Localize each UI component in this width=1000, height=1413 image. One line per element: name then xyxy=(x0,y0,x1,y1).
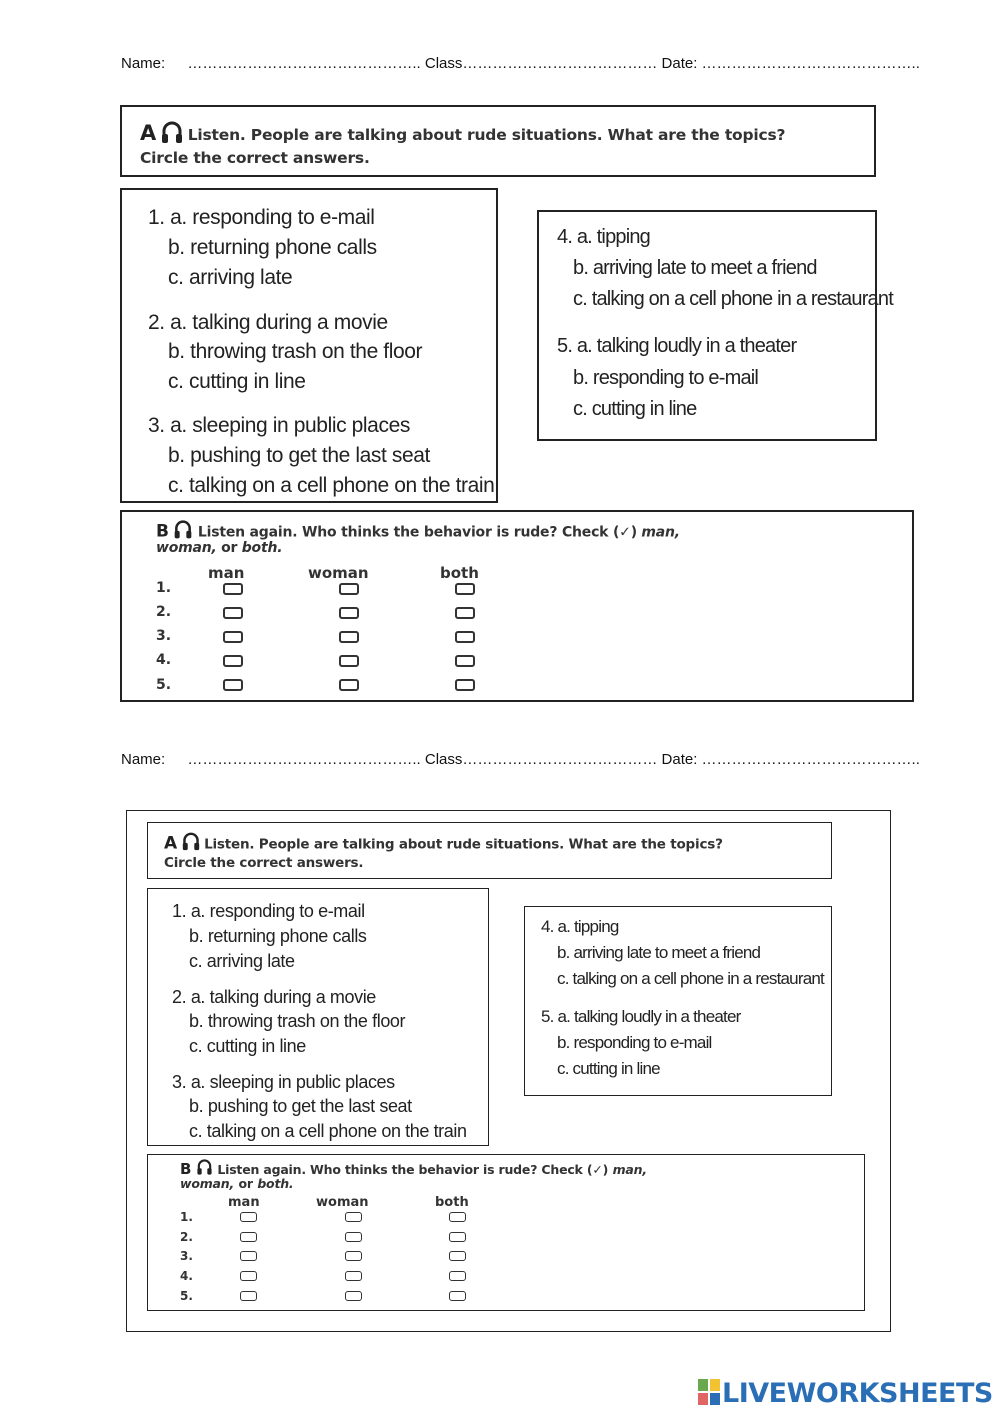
q5-option-b[interactable]: b. responding to e-mail xyxy=(573,367,759,389)
q1-option-a[interactable]: 1. a. responding to e-mail xyxy=(172,901,365,921)
questions-1-3-box xyxy=(120,188,498,503)
section-b-both: both. xyxy=(241,540,283,556)
checkbox-3-both[interactable] xyxy=(449,1251,466,1261)
q2-option-b[interactable]: b. throwing trash on the floor xyxy=(168,340,423,363)
section-b-or: or xyxy=(238,1176,253,1191)
q5-option-a[interactable]: 5. a. talking loudly in a theater xyxy=(541,1007,741,1026)
row-4: 4. xyxy=(180,1269,193,1283)
q3-option-b[interactable]: b. pushing to get the last seat xyxy=(189,1096,412,1116)
checkbox-2-both[interactable] xyxy=(449,1232,466,1242)
checkbox-2-man[interactable] xyxy=(223,607,243,619)
section-b-letter: B xyxy=(180,1160,192,1179)
column-man: man xyxy=(228,1195,260,1210)
column-both: both xyxy=(435,1195,469,1210)
checkbox-4-both[interactable] xyxy=(449,1271,466,1281)
checkbox-5-man[interactable] xyxy=(240,1291,257,1301)
q5-option-b[interactable]: b. responding to e-mail xyxy=(557,1033,712,1052)
section-b-man: man, xyxy=(641,524,680,541)
q3-option-c[interactable]: c. talking on a cell phone on the train xyxy=(168,474,495,497)
row-1: 1. xyxy=(156,580,172,596)
checkbox-4-woman[interactable] xyxy=(345,1271,362,1281)
checkbox-3-woman[interactable] xyxy=(345,1251,362,1261)
row-2: 2. xyxy=(156,604,172,620)
section-b-instruction: Listen again. Who thinks the behavior is rude? Check (✓) xyxy=(217,1162,609,1178)
section-a-instruction: Listen. People are talking about rude situations. What are the topics? xyxy=(187,126,786,144)
section-a-instruction-2: Circle the correct answers. xyxy=(164,855,364,871)
questions-1-3-box-2 xyxy=(147,888,489,1146)
row-5: 5. xyxy=(180,1289,193,1303)
section-b-box-2 xyxy=(147,1154,865,1311)
checkbox-4-man[interactable] xyxy=(223,655,243,667)
checkbox-1-both[interactable] xyxy=(449,1212,466,1222)
section-b-man: man, xyxy=(612,1162,647,1178)
q1-option-a[interactable]: 1. a. responding to e-mail xyxy=(148,206,375,229)
checkbox-2-man[interactable] xyxy=(240,1232,257,1242)
q1-option-c[interactable]: c. arriving late xyxy=(168,266,293,289)
column-woman: woman xyxy=(316,1195,369,1210)
row-3: 3. xyxy=(156,628,172,644)
checkbox-5-both[interactable] xyxy=(449,1291,466,1301)
name-label: Name: xyxy=(121,55,166,72)
q1-option-b[interactable]: b. returning phone calls xyxy=(168,236,377,259)
section-b-letter: B xyxy=(156,521,169,542)
liveworksheets-logo-icon xyxy=(698,1379,720,1407)
q3-option-b[interactable]: b. pushing to get the last seat xyxy=(168,444,430,467)
row-3: 3. xyxy=(180,1249,193,1263)
column-woman: woman xyxy=(308,564,369,582)
section-b-both: both. xyxy=(257,1176,294,1191)
name-class-date-line xyxy=(121,55,924,72)
checkbox-4-man[interactable] xyxy=(240,1271,257,1281)
q2-option-b[interactable]: b. throwing trash on the floor xyxy=(189,1011,406,1031)
checkbox-3-man[interactable] xyxy=(240,1251,257,1261)
checkbox-2-woman[interactable] xyxy=(339,607,359,619)
checkbox-2-woman[interactable] xyxy=(345,1232,362,1242)
checkbox-3-both[interactable] xyxy=(455,631,475,643)
q4-option-c[interactable]: c. talking on a cell phone in a restaurant xyxy=(557,969,824,988)
q2-option-a[interactable]: 2. a. talking during a movie xyxy=(148,311,388,334)
checkbox-4-woman[interactable] xyxy=(339,655,359,667)
q4-option-b[interactable]: b. arriving late to meet a friend xyxy=(557,943,761,962)
checkbox-4-both[interactable] xyxy=(455,655,475,667)
q2-option-c[interactable]: c. cutting in line xyxy=(168,370,306,393)
q4-option-a[interactable]: 4. a. tipping xyxy=(541,917,619,936)
q5-option-c[interactable]: c. cutting in line xyxy=(573,398,697,420)
checkbox-1-woman[interactable] xyxy=(339,583,359,595)
q4-option-b[interactable]: b. arriving late to meet a friend xyxy=(573,257,817,279)
name-label: Name: xyxy=(121,751,166,768)
checkbox-5-woman[interactable] xyxy=(339,679,359,691)
q5-option-c[interactable]: c. cutting in line xyxy=(557,1059,660,1078)
section-a-header xyxy=(120,105,876,177)
checkbox-5-man[interactable] xyxy=(223,679,243,691)
checkbox-5-both[interactable] xyxy=(455,679,475,691)
section-b-instruction: Listen again. Who thinks the behavior is rude? Check (✓) xyxy=(197,524,637,541)
q3-option-a[interactable]: 3. a. sleeping in public places xyxy=(172,1072,395,1092)
questions-4-5-box xyxy=(537,210,893,441)
section-a-header-2 xyxy=(147,822,832,879)
q2-option-c[interactable]: c. cutting in line xyxy=(189,1036,306,1056)
section-a-instruction: Listen. People are talking about rude situations. What are the topics? xyxy=(204,836,723,853)
q1-option-b[interactable]: b. returning phone calls xyxy=(189,926,367,946)
checkbox-1-man[interactable] xyxy=(240,1212,257,1222)
checkbox-3-woman[interactable] xyxy=(339,631,359,643)
q3-option-a[interactable]: 3. a. sleeping in public places xyxy=(148,414,410,437)
q5-option-a[interactable]: 5. a. talking loudly in a theater xyxy=(557,335,797,357)
name-class-date-dots: ……………………………………….. Class………………………………… Date: …………………………………….. xyxy=(187,751,920,768)
checkbox-1-man[interactable] xyxy=(223,583,243,595)
q2-option-a[interactable]: 2. a. talking during a movie xyxy=(172,987,376,1007)
section-a-letter: A xyxy=(140,121,157,145)
checkbox-1-woman[interactable] xyxy=(345,1212,362,1222)
checkbox-1-both[interactable] xyxy=(455,583,475,595)
column-both: both xyxy=(440,564,479,582)
checkbox-3-man[interactable] xyxy=(223,631,243,643)
checkbox-5-woman[interactable] xyxy=(345,1291,362,1301)
row-5: 5. xyxy=(156,677,172,693)
name-class-date-dots: ……………………………………….. Class………………………………… Date: …………………………………….. xyxy=(187,55,920,72)
q4-option-a[interactable]: 4. a. tipping xyxy=(557,226,651,248)
section-b-or: or xyxy=(221,540,238,556)
liveworksheets-logo-text: LIVEWORKSHEETS xyxy=(722,1377,993,1409)
liveworksheets-logo xyxy=(698,1376,993,1410)
name-class-date-line-2 xyxy=(121,751,924,768)
row-2: 2. xyxy=(180,1230,193,1244)
checkbox-2-both[interactable] xyxy=(455,607,475,619)
q1-option-c[interactable]: c. arriving late xyxy=(189,951,295,971)
headphones-icon xyxy=(182,832,200,857)
q3-option-c[interactable]: c. talking on a cell phone on the train xyxy=(189,1121,467,1141)
section-b-woman: woman, xyxy=(156,540,217,556)
section-b-box xyxy=(120,510,914,702)
questions-4-5-box-2 xyxy=(524,906,832,1096)
row-4: 4. xyxy=(156,652,172,668)
row-1: 1. xyxy=(180,1210,193,1224)
headphones-icon xyxy=(161,121,183,150)
section-a-instruction-2: Circle the correct answers. xyxy=(140,149,370,167)
column-man: man xyxy=(208,564,245,582)
section-b-woman: woman, xyxy=(180,1176,235,1191)
q4-option-c[interactable]: c. talking on a cell phone in a restaurant xyxy=(573,288,893,310)
section-a-letter: A xyxy=(164,833,178,854)
